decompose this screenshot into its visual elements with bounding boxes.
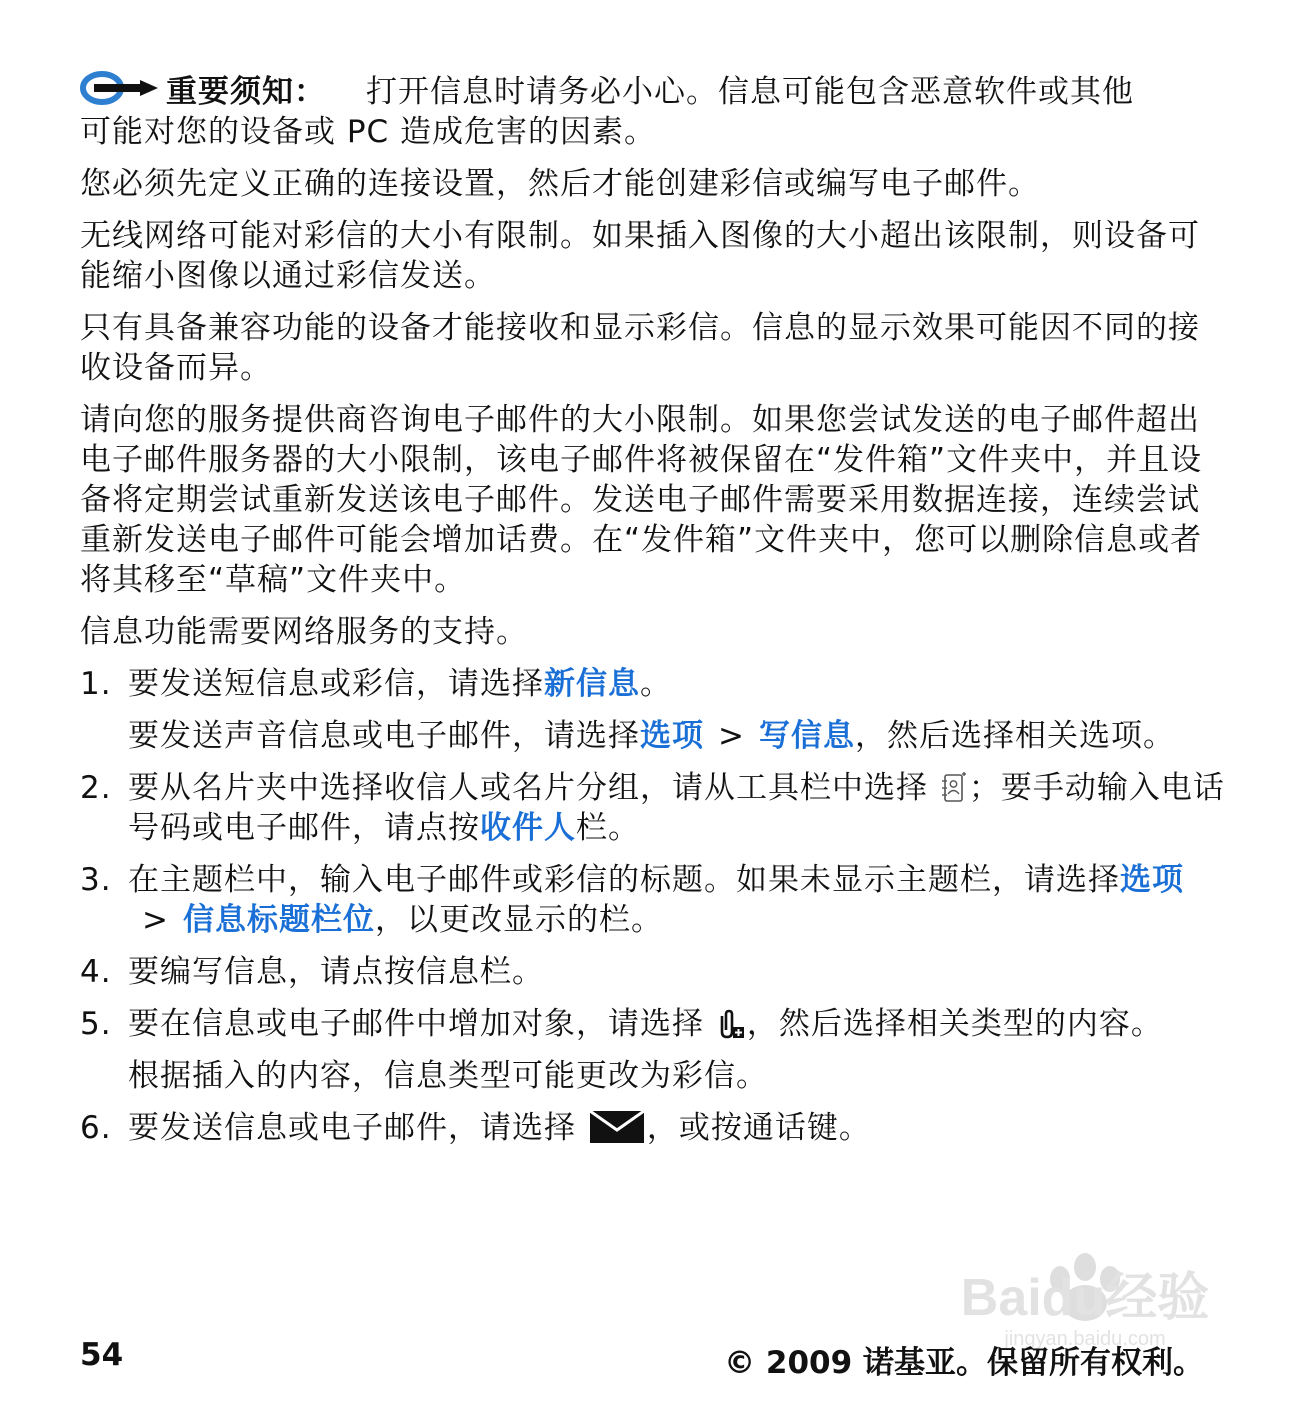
step-number: 3. bbox=[80, 862, 112, 898]
paragraph-size-limit: 无线网络可能对彩信的大小有限制。如果插入图像的大小超出该限制，则设备可能缩小图像以通过彩信发送。 bbox=[80, 218, 1200, 294]
step-text: 要在信息或电子邮件中增加对象，请选择 bbox=[128, 1006, 704, 1042]
step-end: ，或按通话键。 bbox=[646, 1110, 871, 1146]
step-text: 要发送短信息或彩信，请选择 bbox=[128, 666, 544, 702]
contacts-icon[interactable] bbox=[941, 772, 967, 804]
step-number: 6. bbox=[80, 1110, 112, 1146]
new-message-link[interactable]: 新信息 bbox=[544, 666, 640, 702]
step-2 bbox=[80, 768, 1230, 848]
watermark-text: Baidu经验 bbox=[960, 1269, 1210, 1327]
step-sub-text: 要发送声音信息或电子邮件，请选择 bbox=[128, 718, 640, 754]
notice-text-line2: 可能对您的设备或 PC 造成危害的因素。 bbox=[80, 114, 657, 150]
step-sub-end: ，然后选择相关选项。 bbox=[854, 718, 1175, 754]
step-number: 4. bbox=[80, 954, 112, 990]
step-number: 1. bbox=[80, 666, 112, 702]
notice-hand-icon bbox=[80, 70, 162, 106]
step-number: 2. bbox=[80, 770, 112, 806]
watermark-sub: jingyan.baidu.com bbox=[1004, 1328, 1166, 1350]
step-5-sub: 根据插入的内容，信息类型可能更改为彩信。 bbox=[128, 1058, 768, 1094]
page-number: 54 bbox=[80, 1337, 124, 1373]
step-4 bbox=[80, 952, 1230, 992]
notice-label: 重要须知： bbox=[166, 74, 326, 110]
menu-separator: > bbox=[718, 718, 745, 754]
step-text: 要发送信息或电子邮件，请选择 bbox=[128, 1110, 576, 1146]
step-end: 。 bbox=[640, 666, 672, 702]
notice-paragraph bbox=[80, 70, 1230, 152]
step-6 bbox=[80, 1108, 1230, 1148]
step-1 bbox=[80, 664, 1230, 756]
menu-separator: > bbox=[142, 902, 169, 938]
write-message-link[interactable]: 写信息 bbox=[758, 718, 855, 754]
step-end: ，然后选择相关类型的内容。 bbox=[746, 1006, 1163, 1042]
copyright: © 2009 诺基亚。保留所有权利。 bbox=[724, 1345, 1204, 1381]
step-text: 要编写信息，请点按信息栏。 bbox=[128, 954, 544, 990]
envelope-icon[interactable] bbox=[589, 1110, 645, 1144]
step-text: 在主题栏中，输入电子邮件或彩信的标题。如果未显示主题栏，请选择 bbox=[128, 862, 1120, 898]
paragraph-network: 信息功能需要网络服务的支持。 bbox=[80, 614, 528, 650]
step-text: 要从名片夹中选择收信人或名片分组，请从工具栏中选择 bbox=[128, 770, 928, 806]
step-mid-text: ；要手动输入电话号码或电子邮件，请点按 bbox=[128, 770, 1225, 846]
step-end: ，以更改显示的栏。 bbox=[374, 902, 663, 938]
paragraph-email-limit: 请向您的服务提供商咨询电子邮件的大小限制。如果您尝试发送的电子邮件超出电子邮件服务器的大小限制，该电子邮件将被保留在“发件箱”文件夹中，并且设备将定期尝试重新发送该电子邮件。发送电子邮件需要采用数据连接，连续尝试重新发送电子邮件可能会增加话费。在“发件箱”文件夹中，您可以删除信息或者将其移至“草稿”文件夹中。 bbox=[80, 402, 1203, 598]
recipient-link[interactable]: 收件人 bbox=[480, 810, 576, 846]
paragraph-compatibility: 只有具备兼容功能的设备才能接收和显示彩信。信息的显示效果可能因不同的接收设备而异。 bbox=[80, 310, 1200, 386]
step-1-sub bbox=[128, 716, 1230, 756]
page-body bbox=[80, 70, 1230, 1160]
message-header-fields-link[interactable]: 信息标题栏位 bbox=[182, 902, 375, 938]
step-5 bbox=[80, 1004, 1230, 1096]
paragraph-connection: 您必须先定义正确的连接设置，然后才能创建彩信或编写电子邮件。 bbox=[80, 166, 1040, 202]
step-end: 栏。 bbox=[576, 810, 640, 846]
insert-object-icon[interactable] bbox=[717, 1008, 745, 1040]
step-number: 5. bbox=[80, 1006, 112, 1042]
options-link[interactable]: 选项 bbox=[1120, 862, 1184, 898]
options-link[interactable]: 选项 bbox=[640, 718, 704, 754]
step-3 bbox=[80, 860, 1230, 940]
steps-list bbox=[80, 664, 1230, 1148]
notice-text-line1: 打开信息时请务必小心。信息可能包含恶意软件或其他 bbox=[366, 74, 1134, 110]
